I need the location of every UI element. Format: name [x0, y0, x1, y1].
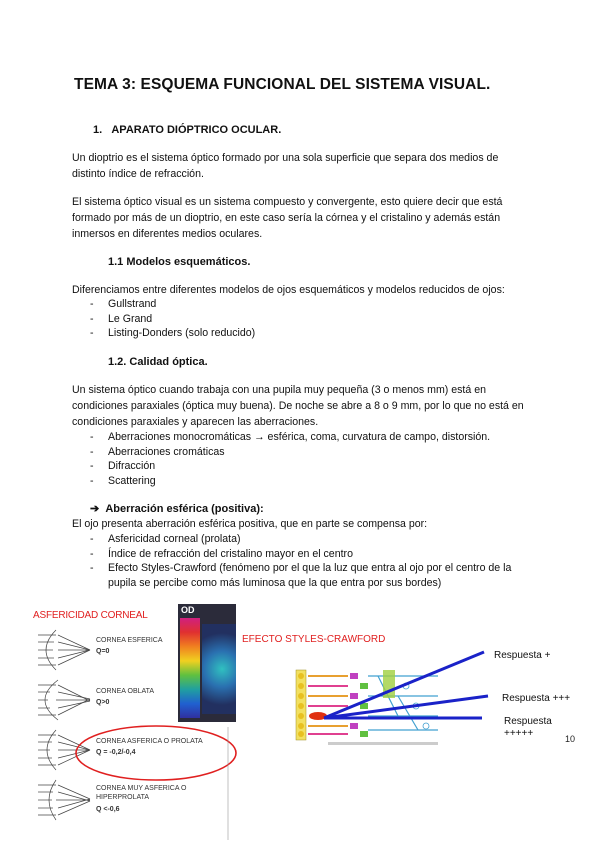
list-item: - Difracción — [90, 459, 530, 474]
page-number: 10 — [565, 734, 576, 744]
q-value: Q = -0,2/-0,4 — [96, 749, 136, 756]
response-label: Respuesta + — [494, 650, 551, 661]
arrow-icon: ➔ — [90, 503, 100, 515]
styles-crawford-figure — [238, 630, 578, 750]
list-item: - Efecto Styles-Crawford (fenómeno por el que la luz que entra al ojo por el centro de la pupila se percibe como más luminosa que la que entra por sus bordes) — [90, 561, 530, 590]
list-item: - Listing-Donders (solo reducido) — [90, 326, 530, 341]
list-item: - Le Grand — [90, 312, 530, 327]
paragraph-aberracion: El ojo presenta aberración esférica positiva, que en parte se compensa por: — [72, 518, 428, 530]
list-item: - Gullstrand — [90, 297, 530, 312]
cornea-label: CORNEA OBLATA — [96, 688, 155, 695]
aberration-heading — [90, 502, 264, 515]
q-value: Q <-0,6 — [96, 806, 120, 813]
list-item: - Scattering — [90, 474, 530, 489]
od-label: OD — [181, 605, 195, 615]
models-list — [90, 297, 530, 341]
paragraph-modelos: Diferenciamos entre diferentes modelos de ojos esquemáticos y modelos reducidos de ojos: — [72, 284, 505, 296]
list-item: - Índice de refracción del cristalino mayor en el centro — [90, 547, 530, 562]
cornea-label: CORNEA ESFERICA — [96, 637, 163, 644]
q-value: Q=0 — [96, 648, 110, 655]
list-item: - Aberraciones cromáticas — [90, 445, 530, 460]
cornea-label: CORNEA ASFERICA O PROLATA — [96, 738, 203, 745]
q-value: Q>0 — [96, 699, 110, 706]
aberration-title: Aberración esférica (positiva): — [105, 503, 264, 515]
page-title: TEMA 3: ESQUEMA FUNCIONAL DEL SISTEMA VISUAL. — [74, 76, 491, 93]
corneal-asphericity-figure — [28, 602, 238, 842]
subsection-1-2-heading: 1.2. Calidad óptica. — [108, 356, 208, 368]
response-label: Respuesta +++ — [502, 693, 571, 704]
response-label: Respuesta +++++ — [504, 716, 552, 739]
figure-title: ASFERICIDAD CORNEAL — [33, 610, 148, 621]
cornea-label: CORNEA MUY ASFERICA O HIPERPROLATA — [96, 785, 187, 801]
aberrations-list — [90, 430, 530, 488]
list-item: - Asfericidad corneal (prolata) — [90, 532, 530, 547]
paragraph-dioptrio: Un dioptrio es el sistema óptico formado por una sola superficie que separa dos medios de distinto índice de refracción. — [72, 152, 499, 180]
subsection-1-1-heading: 1.1 Modelos esquemáticos. — [108, 256, 251, 268]
paragraph-sistema-optico: El sistema óptico visual es un sistema compuesto y convergente, esto quiere decir que está formado por más de un dioptrio, en este caso sería la córnea y el cristalino y además están inmersos en diferentes medios oculares. — [72, 196, 503, 240]
section-1-heading — [93, 124, 281, 136]
paragraph-calidad-optica: Un sistema óptico cuando trabaja con una pupila muy pequeña (3 o menos mm) está en condiciones paraxiales (óptica muy buena). De noche se abre a 8 o 9 mm, por lo que no está en condiciones paraxiales y aparecen las aberraciones. — [72, 384, 524, 428]
section-title: APARATO DIÓPTRICO OCULAR. — [111, 124, 282, 136]
figure-title: EFECTO STYLES-CRAWFORD — [242, 634, 386, 645]
section-number: 1. — [93, 124, 103, 136]
compensation-list — [90, 532, 530, 590]
list-item: - Aberraciones monocromáticas → esférica, coma, curvatura de campo, distorsión. — [90, 430, 530, 445]
